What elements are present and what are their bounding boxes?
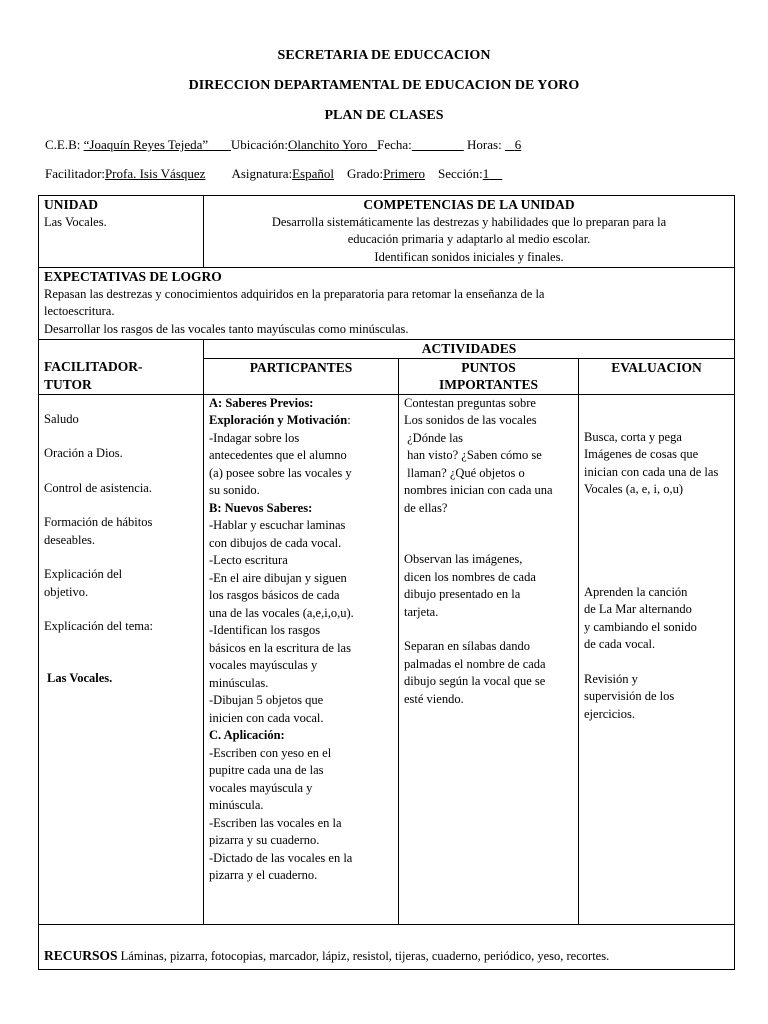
evaluacion-line: Aprenden la canción: [584, 584, 688, 599]
evaluacion-line: Imágenes de cosas que: [584, 447, 699, 461]
evaluacion-line: Busca, corta y pega: [584, 429, 682, 444]
facilitador-value: Profa. Isis Vásquez: [104, 166, 206, 181]
participantes-line: vocales mayúscula y: [209, 780, 313, 795]
participantes-column: A: Saberes Previos: Exploración y Motivación: -Indagar sobre los antecedentes que el alumno (a) posee sobre las vocales y su sonido. B: Nuevos Saberes: -Hablar y escuchar laminas con dibujos de cada vocal. -Lecto escritura -En el aire dibujan y siguen los rasgos básicos de cada una de las vocales (a,e,i,o,u). -Identifican los rasgos básicos en la escritura de las vocales mayúsculas y minúsculas. -Dibujan 5 objetos que inicien con cada vocal. C. Aplicación: -Escriben con yeso en el pupitre cada una de las vocales mayúscula y minúscula. -Escriben las vocales en la pizarra y su cuaderno. -Dictado de las vocales en la pizarra y el cuaderno.: [204, 394, 399, 924]
facilitador-item: Oración a Dios.: [44, 446, 123, 460]
section-b-title: B: Nuevos Saberes:: [209, 500, 313, 515]
ubicacion-label: Ubicación:: [230, 137, 288, 152]
facilitador-header-1: FACILITADOR-: [44, 359, 143, 374]
ceb-value: “Joaquín Reyes Tejeda”: [83, 137, 209, 152]
participantes-line: básicos en la escritura de las: [209, 640, 351, 655]
expectativas-line: Desarrollar los rasgos de las vocales tanto mayúsculas como minúsculas.: [44, 321, 409, 336]
facilitador-item: Las Vocales.: [47, 670, 113, 685]
recursos-label: RECURSOS: [44, 948, 118, 963]
fecha-label: Fecha:: [377, 137, 412, 152]
participantes-line: -Identifican los rasgos: [209, 623, 321, 637]
participantes-line: -Escriben con yeso en el: [209, 745, 332, 760]
puntos-column: [399, 394, 579, 924]
recursos-text: Láminas, pizarra, fotocopias, marcador, lápiz, resistol, tijeras, cuaderno, periódico, yeso, recortes.: [120, 949, 610, 963]
header-line-2: DIRECCION DEPARTAMENTAL DE EDUCACION DE YORO: [188, 78, 580, 93]
evaluacion-line: de cada vocal.: [584, 637, 656, 651]
asignatura-label: Asignatura:: [231, 166, 293, 181]
grado-label: Grado:: [346, 166, 384, 181]
puntos-line: Separan en sílabas dando: [404, 639, 531, 653]
facilitador-item: deseables.: [44, 532, 96, 547]
participantes-line: su sonido.: [209, 483, 260, 497]
section-c-title: C. Aplicación:: [209, 728, 285, 742]
participantes-line: -Dictado de las vocales en la: [209, 850, 353, 865]
recursos-cell: [39, 924, 735, 969]
participantes-line: -Hablar y escuchar laminas: [209, 518, 346, 532]
expectativas-line: lectoescritura.: [44, 304, 115, 318]
facilitador-label: Facilitador:: [45, 166, 105, 181]
facilitador-item: Explicación del: [44, 567, 123, 581]
puntos-line: nombres inician con cada una: [404, 483, 553, 497]
participantes-line: -Lecto escritura: [209, 553, 288, 567]
participantes-line: pizarra y su cuaderno.: [209, 833, 320, 847]
meta-row-2: [45, 166, 502, 182]
puntos-line: Observan las imágenes,: [404, 552, 523, 566]
meta-row-1: [45, 137, 521, 153]
puntos-line: llaman? ¿Qué objetos o: [404, 465, 525, 480]
content-row: [39, 394, 735, 924]
recursos-row: [39, 924, 735, 969]
puntos-line: ¿Dónde las: [404, 430, 464, 445]
participantes-line: -Indagar sobre los: [209, 430, 300, 445]
actividades-header: ACTIVIDADES: [204, 340, 735, 359]
puntos-line: palmadas el nombre de cada: [404, 656, 546, 671]
seccion-value: 1: [482, 166, 490, 181]
grado-value: Primero: [383, 166, 425, 181]
participantes-line: minúscula.: [209, 798, 264, 812]
facilitador-item: Explicación del tema:: [44, 619, 153, 633]
participantes-line: (a) posee sobre las vocales y: [209, 465, 352, 480]
participantes-line: pupitre cada una de las: [209, 763, 324, 777]
puntos-line: dibujo según la vocal que se: [404, 674, 546, 688]
unidad-row: [39, 196, 735, 268]
facilitador-header-2: TUTOR: [44, 376, 92, 392]
puntos-line: dibujo presentado en la: [404, 587, 521, 601]
facilitador-header: [39, 358, 204, 394]
participantes-line: -En el aire dibujan y siguen: [209, 570, 347, 585]
expectativas-line: Repasan las destrezas y conocimientos adquiridos en la preparatoria para retomar la enseñanza de la: [44, 286, 545, 301]
section-a-title: A: Saberes Previos:: [209, 395, 314, 410]
actividades-row: [39, 340, 735, 359]
columns-row: [39, 358, 735, 394]
facilitador-item: objetivo.: [44, 584, 89, 599]
ceb-label: C.E.B:: [45, 137, 81, 152]
puntos-line: dicen los nombres de cada: [404, 569, 536, 584]
evaluacion-column: [579, 394, 735, 924]
unidad-value: Las Vocales.: [44, 214, 107, 229]
facilitador-item: Formación de hábitos: [44, 515, 153, 529]
puntos-line: han visto? ¿Saben cómo se: [404, 448, 542, 462]
evaluacion-line: Vocales (a, e, i, o,u): [584, 482, 684, 496]
puntos-line: esté viendo.: [404, 691, 464, 706]
unidad-label: UNIDAD: [44, 197, 98, 212]
facilitador-item: Saludo: [44, 411, 79, 426]
fecha-blank: [412, 137, 464, 152]
puntos-header-1: PUNTOS: [461, 359, 516, 375]
unidad-cell: [39, 196, 204, 268]
puntos-header-2: IMPORTANTES: [438, 377, 539, 392]
seccion-label: Sección:: [437, 166, 483, 181]
facilitador-column: [39, 394, 204, 924]
competencias-line: educación primaria y adaptarlo al medio escolar.: [347, 232, 591, 246]
header-line-1: SECRETARIA DE EDUCCACION: [277, 48, 491, 63]
expectativas-row: [39, 268, 735, 340]
asignatura-value: Español: [292, 166, 334, 181]
participantes-line: -Escriben las vocales en la: [209, 815, 342, 830]
participantes-line: -Dibujan 5 objetos que: [209, 693, 324, 707]
competencias-line: Desarrolla sistemáticamente las destrezas y habilidades que lo preparan para la: [271, 214, 667, 229]
horas-value: 6: [514, 137, 522, 152]
puntos-line: Los sonidos de las vocales: [404, 413, 537, 427]
evaluacion-line: ejercicios.: [584, 706, 636, 721]
evaluacion-line: de La Mar alternando: [584, 602, 692, 616]
participantes-line: inicien con cada vocal.: [209, 710, 324, 725]
participantes-line: antecedentes que el alumno: [209, 448, 347, 462]
evaluacion-line: y cambiando el sonido: [584, 619, 697, 634]
participantes-line: con dibujos de cada vocal.: [209, 535, 342, 550]
empty-cell: [39, 340, 204, 359]
header-line-3: PLAN DE CLASES: [324, 108, 444, 123]
puntos-line: de ellas?: [404, 500, 448, 515]
evaluacion-line: supervisión de los: [584, 689, 675, 703]
horas-label: Horas:: [467, 137, 502, 152]
evaluacion-line: Revisión y: [584, 671, 638, 686]
ubicacion-value: Olanchito Yoro: [287, 137, 368, 152]
participantes-line: una de las vocales (a,e,i,o,u).: [209, 605, 354, 620]
participantes-header: PARTICPANTES: [204, 358, 399, 394]
competencias-line: Identifican sonidos iniciales y finales.: [374, 249, 564, 264]
competencias-cell: [204, 196, 735, 268]
facilitador-item: Control de asistencia.: [44, 480, 152, 495]
expectativas-cell: [39, 268, 735, 340]
plan-table: [38, 195, 735, 970]
participantes-line: vocales mayúsculas y: [209, 658, 318, 672]
section-a-subtitle: Exploración y Motivación: [209, 413, 348, 427]
evaluacion-header: EVALUACION: [579, 358, 735, 394]
puntos-header: [399, 358, 579, 394]
participantes-line: pizarra y el cuaderno.: [209, 868, 318, 882]
participantes-line: minúsculas.: [209, 675, 269, 690]
competencias-label: COMPETENCIAS DE LA UNIDAD: [363, 197, 575, 212]
participantes-line: los rasgos básicos de cada: [209, 588, 340, 602]
evaluacion-line: inician con cada una de las: [584, 464, 719, 479]
expectativas-label: EXPECTATIVAS DE LOGRO: [44, 269, 222, 284]
puntos-line: Contestan preguntas sobre: [404, 395, 536, 410]
puntos-line: tarjeta.: [404, 604, 439, 619]
